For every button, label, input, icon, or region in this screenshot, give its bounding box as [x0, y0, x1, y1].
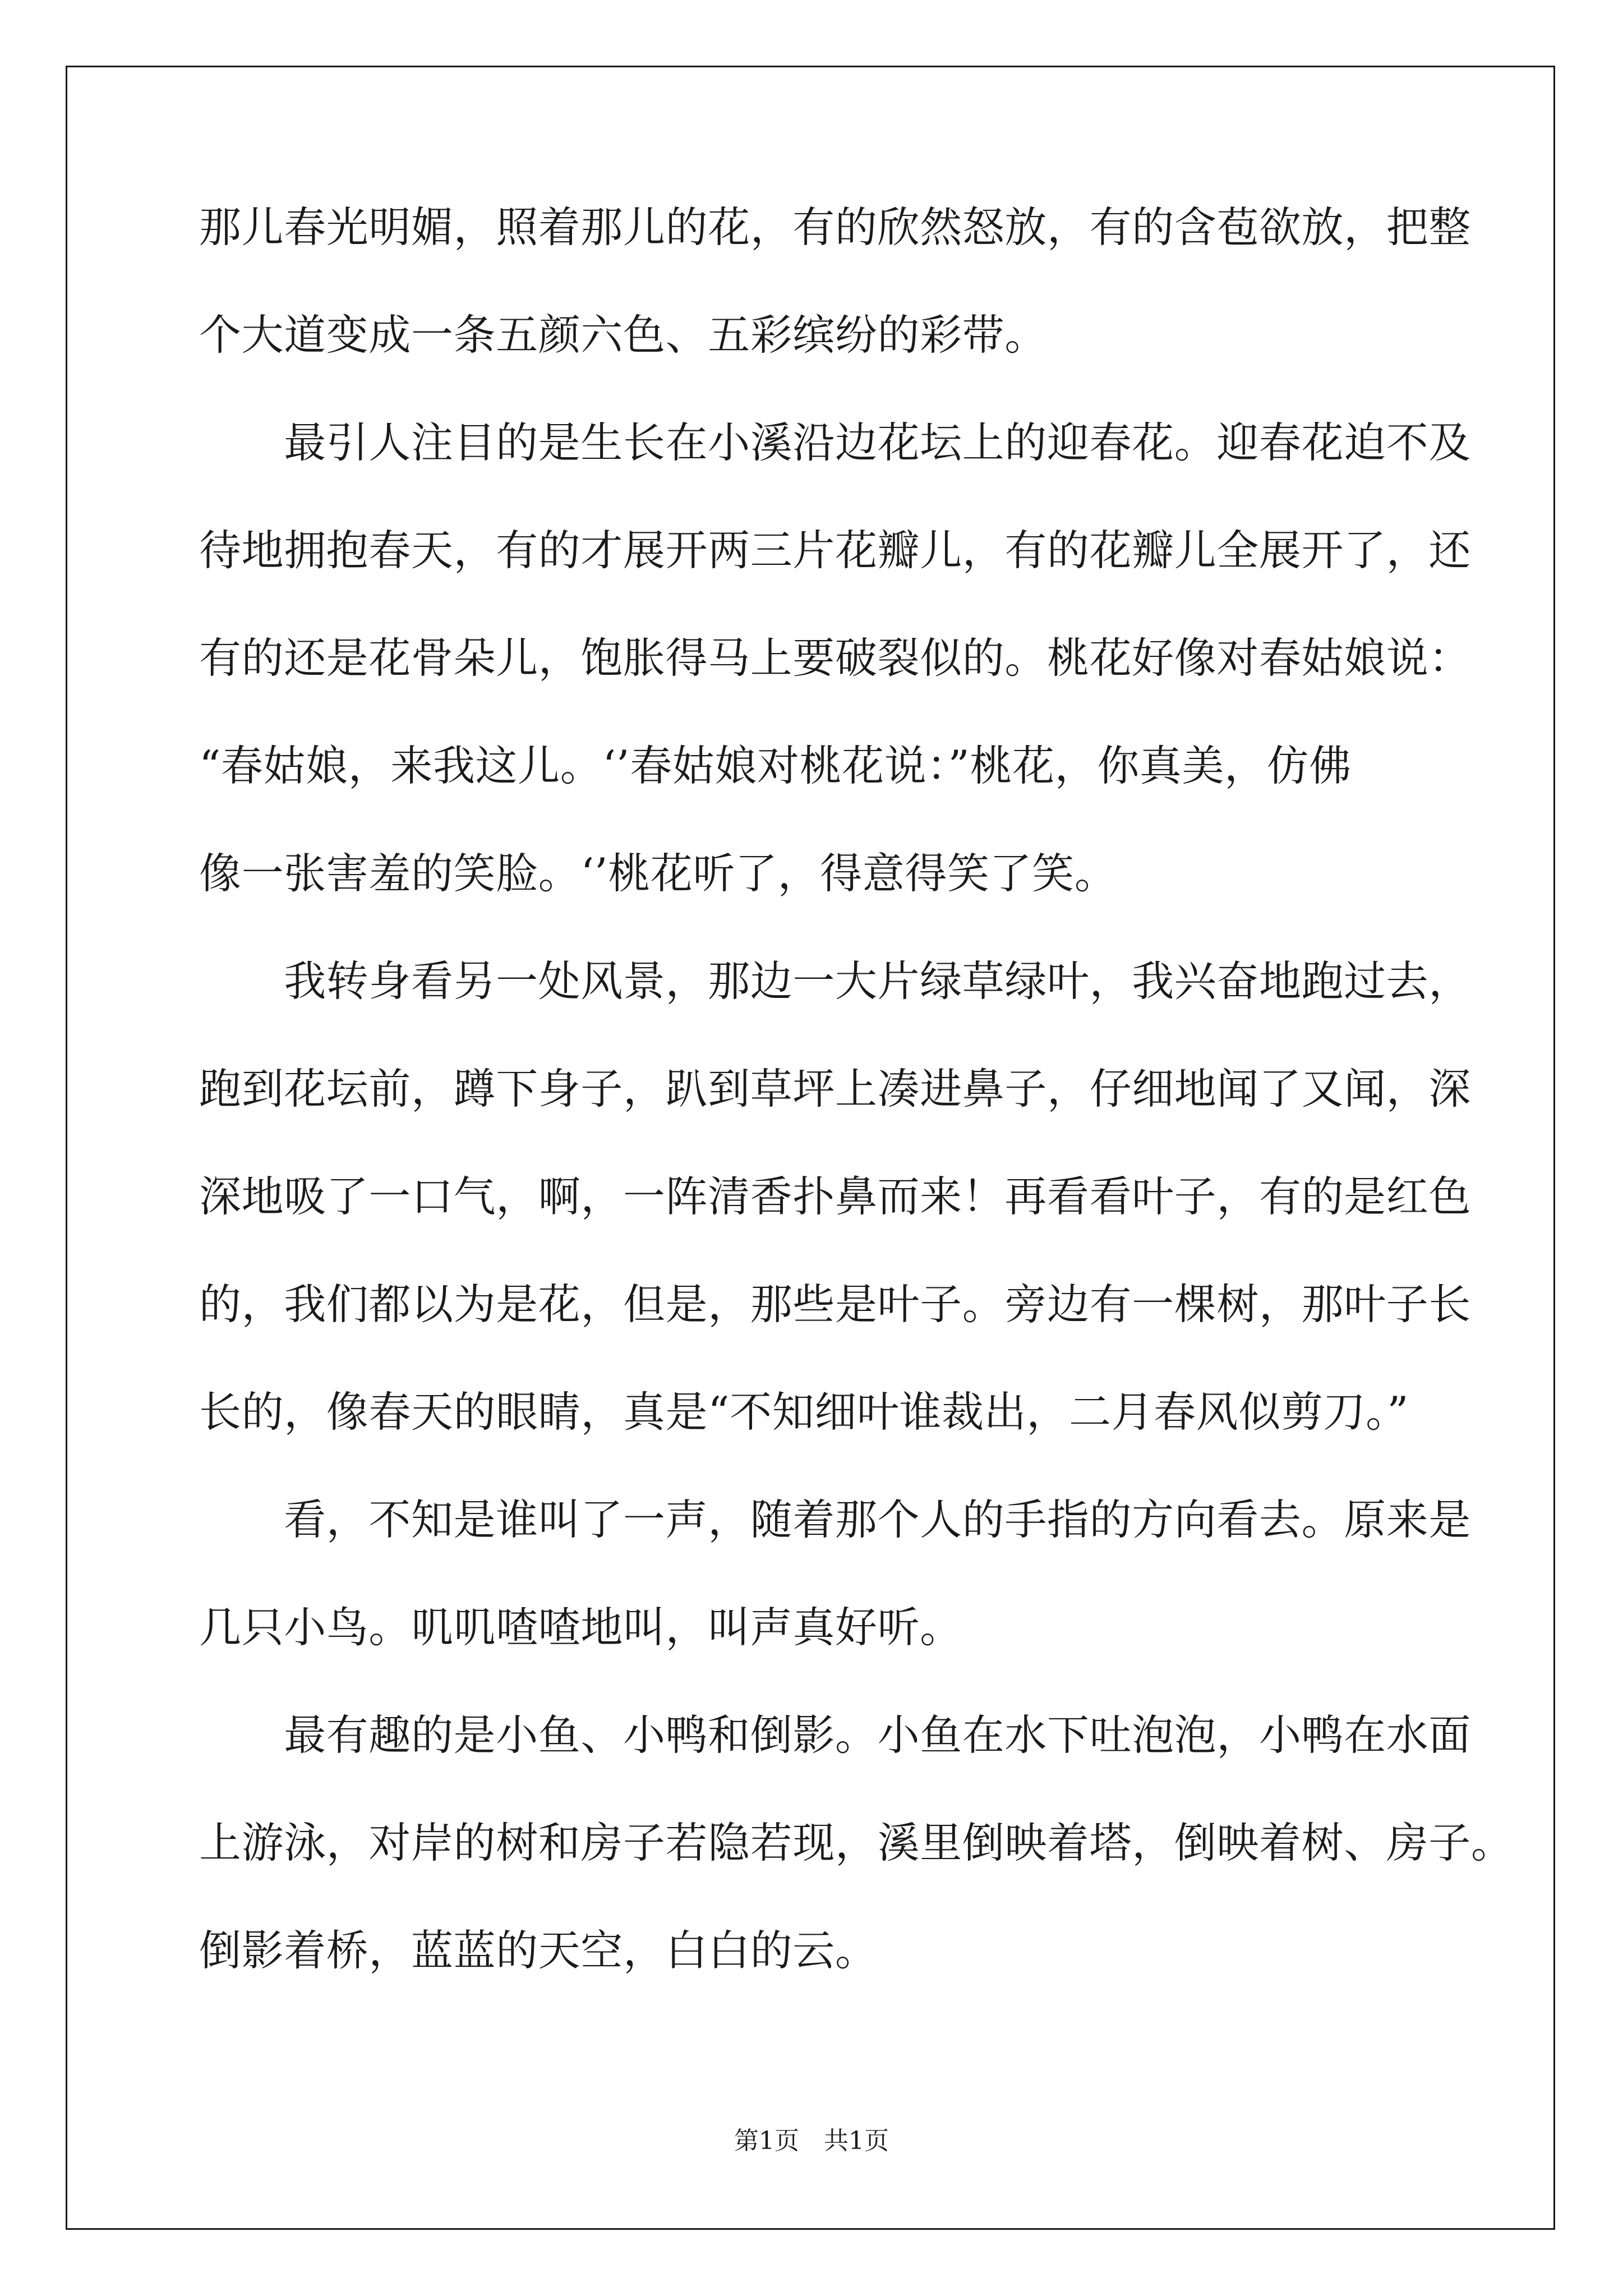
page-footer	[0, 2120, 1623, 2156]
text-line: 最有趣的是小鱼、小鸭和倒影。小鱼在水下吐泡泡，小鸭在水面	[199, 1710, 1472, 1760]
text-line: 待地拥抱春天，有的才展开两三片花瓣儿，有的花瓣儿全展开了，还	[199, 526, 1472, 575]
page-border	[66, 66, 1555, 2230]
text-line: 跑到花坛前，蹲下身子，趴到草坪上凑进鼻子，仔细地闻了又闻，深	[199, 1064, 1472, 1114]
text-line: 那儿春光明媚，照着那儿的花，有的欣然怒放，有的含苞欲放，把整	[199, 203, 1472, 252]
text-line: 个大道变成一条五颜六色、五彩缤纷的彩带。	[199, 310, 1048, 360]
text-line: “春姑娘，来我这儿。‘’春姑娘对桃花说：”桃花，你真美，仿佛	[199, 741, 1352, 790]
page-number: 第1页	[734, 2127, 799, 2155]
text-line: 上游泳，对岸的树和房子若隐若现，溪里倒映着塔，倒映着树、房子。	[199, 1818, 1514, 1867]
text-line: 有的还是花骨朵儿，饱胀得马上要破裂似的。桃花好像对春姑娘说：	[199, 633, 1472, 683]
text-line: 最引人注目的是生长在小溪沿边花坛上的迎春花。迎春花迫不及	[199, 418, 1472, 467]
page-total: 共1页	[824, 2127, 889, 2155]
text-line: 看，不知是谁叫了一声，随着那个人的手指的方向看去。原来是	[199, 1495, 1472, 1544]
text-line: 深地吸了一口气，啊，一阵清香扑鼻而来！再看看叶子，有的是红色	[199, 1172, 1472, 1221]
text-line: 长的，像春天的眼睛，真是“不知细叶谁裁出，二月春风似剪刀。”	[199, 1387, 1409, 1437]
text-line: 几只小鸟。叽叽喳喳地叫，叫声真好听。	[199, 1603, 962, 1652]
text-line: 像一张害羞的笑脸。‘’桃花听了，得意得笑了笑。	[199, 849, 1117, 898]
text-line: 倒影着桥，蓝蓝的天空，白白的云。	[199, 1926, 878, 1975]
text-line: 我转身看另一处风景，那边一大片绿草绿叶，我兴奋地跑过去，	[199, 956, 1472, 1006]
text-line: 的，我们都以为是花，但是，那些是叶子。旁边有一棵树，那叶子长	[199, 1280, 1472, 1329]
